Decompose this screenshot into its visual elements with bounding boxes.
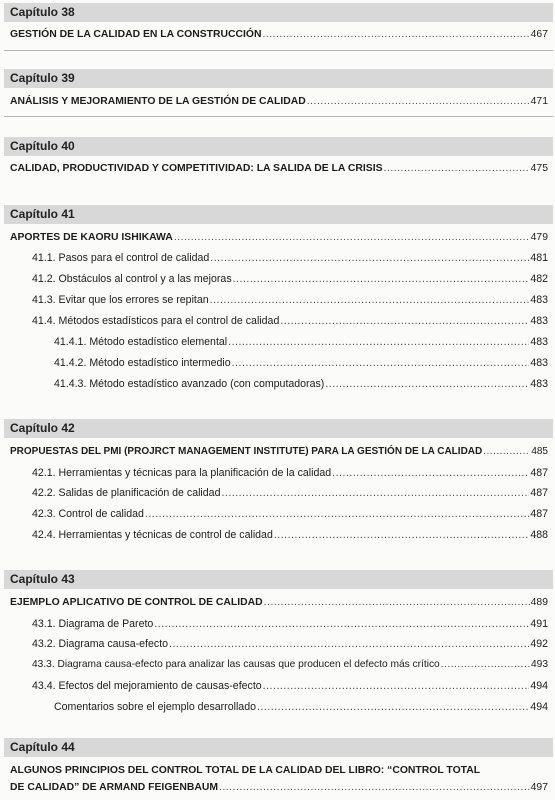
toc-entry: [10, 782, 548, 793]
entry-title: 41.4.1. Método estadístico elemental: [54, 336, 228, 348]
entry-page: 487: [530, 467, 548, 479]
entry-title: 41.4.3. Método estadístico avanzado (con computadoras): [54, 378, 325, 390]
chapter-header-bar: [4, 205, 553, 224]
toc-entry: [54, 701, 548, 713]
entry-title: 42.2. Salidas de planificación de calidad: [32, 487, 221, 499]
entry-page: 483: [530, 357, 548, 369]
entry-title: 43.1. Diagrama de Pareto: [32, 618, 154, 630]
toc-entry: [10, 232, 548, 243]
chapter-label: Capítulo 39: [10, 71, 75, 85]
entry-page: 494: [530, 701, 548, 713]
entry-title: 41.3. Evitar que los errores se repitan: [32, 294, 209, 306]
toc-entry: [32, 294, 548, 306]
toc-entry: [32, 273, 548, 285]
entry-page: 492: [530, 638, 548, 650]
entry-page: 488: [530, 529, 548, 541]
entry-title: 43.3. Diagrama causa-efecto para analizar las causas que producen el defecto más crítico: [32, 659, 440, 670]
entry-page: 483: [530, 378, 548, 390]
chapter-label: Capítulo 38: [10, 5, 75, 19]
entry-page: 483: [530, 336, 548, 348]
entry-page: 491: [530, 618, 548, 630]
entry-title: CALIDAD, PRODUCTIVIDAD Y COMPETITIVIDAD: LA SALIDA DE LA CRISIS: [10, 163, 383, 174]
entry-title: 41.2. Obstáculos al control y a las mejoras: [32, 273, 232, 285]
entry-title: DE CALIDAD” DE ARMAND FEIGENBAUM: [10, 782, 219, 793]
entry-page: 487: [530, 487, 548, 499]
entry-title: 42.3. Control de calidad: [32, 508, 144, 520]
toc-entry: [32, 618, 548, 630]
chapter-label: Capítulo 40: [10, 139, 75, 153]
divider: [4, 116, 553, 117]
entry-title: 43.2. Diagrama causa-efecto: [32, 638, 169, 650]
entry-page: 471: [530, 96, 548, 107]
chapter-header-bar: [4, 3, 553, 22]
chapter-label: Capítulo 41: [10, 207, 75, 221]
entry-page: 489: [530, 597, 548, 608]
entry-page: 479: [530, 232, 548, 243]
entry-page: 467: [530, 29, 548, 40]
entry-title: PROPUESTAS DEL PMI (PROJRCT MANAGEMENT INSTITUTE) PARA LA GESTIÓN DE LA CALIDAD: [10, 446, 483, 457]
chapter-label: Capítulo 42: [10, 421, 75, 435]
entry-page: 485: [531, 446, 548, 457]
chapter-label: Capítulo 44: [10, 740, 75, 754]
entry-page: 481: [530, 252, 548, 264]
toc-entry: [10, 29, 548, 40]
toc-entry: [32, 638, 548, 650]
entry-page: 493: [531, 659, 548, 670]
toc-entry: [54, 357, 548, 369]
chapter-label: Capítulo 43: [10, 572, 75, 586]
entry-title: ANÁLISIS Y MEJORAMIENTO DE LA GESTIÓN DE CALIDAD: [10, 96, 306, 107]
toc-entry: [32, 252, 548, 264]
entry-page: 497: [530, 782, 548, 793]
toc-entry: [10, 163, 548, 174]
toc-entry: [10, 96, 548, 107]
toc-entry: [32, 659, 548, 670]
toc-entry: [54, 378, 548, 390]
entry-title: 42.1. Herramientas y técnicas para la planificación de la calidad: [32, 467, 332, 479]
chapter-header-bar: [4, 69, 553, 88]
chapter-header-bar: [4, 419, 553, 438]
toc-entry: [32, 680, 548, 692]
entry-title: APORTES DE KAORU ISHIKAWA: [10, 232, 173, 243]
entry-title: 41.1. Pasos para el control de calidad: [32, 252, 210, 264]
entry-title: 41.4.2. Método estadístico intermedio: [54, 357, 231, 369]
entry-page: 483: [530, 315, 548, 327]
divider: [4, 50, 553, 51]
toc-entry: [10, 446, 548, 457]
toc-entry: [32, 508, 548, 520]
toc-entry: [32, 529, 548, 541]
entry-page: 487: [530, 508, 548, 520]
entry-title: 43.4. Efectos del mejoramiento de causas-efecto: [32, 680, 262, 692]
entry-page: 494: [530, 680, 548, 692]
entry-page: 475: [530, 163, 548, 174]
entry-title: GESTIÓN DE LA CALIDAD EN LA CONSTRUCCIÓN: [10, 29, 262, 40]
entry-page: 483: [530, 294, 548, 306]
entry-title-line1: ALGUNOS PRINCIPIOS DEL CONTROL TOTAL DE LA CALIDAD DEL LIBRO: “CONTROL TOTAL: [10, 765, 481, 776]
toc-entry: [32, 467, 548, 479]
chapter-header-bar: [4, 137, 553, 156]
chapter-header-bar: [4, 570, 553, 589]
chapter-header-bar: [4, 738, 553, 757]
toc-entry: [32, 487, 548, 499]
toc-entry: [32, 315, 548, 327]
toc-entry: [10, 597, 548, 608]
entry-title: EJEMPLO APLICATIVO DE CONTROL DE CALIDAD: [10, 597, 263, 608]
entry-title: 41.4. Métodos estadísticos para el control de calidad: [32, 315, 280, 327]
entry-title: 42.4. Herramientas y técnicas de control de calidad: [32, 529, 273, 541]
entry-page: 482: [530, 273, 548, 285]
toc-entry: [54, 336, 548, 348]
entry-title: Comentarios sobre el ejemplo desarrollado: [54, 701, 256, 713]
